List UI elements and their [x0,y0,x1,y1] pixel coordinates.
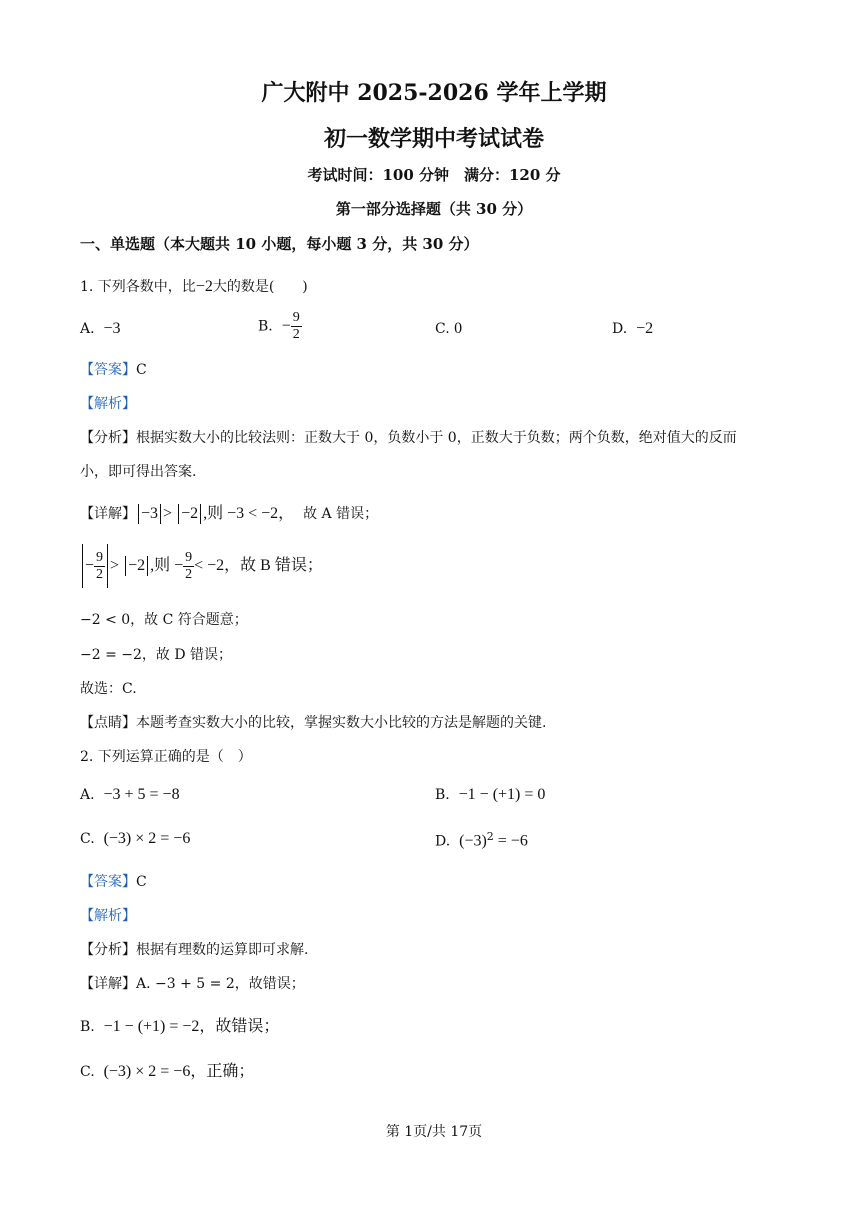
abs-bar [200,504,201,524]
q1-stem-text: 1. 下列各数中，比 [80,279,196,295]
fenxi-text: 根据有理数的运算即可求解. [136,942,309,958]
option-label: D. [612,321,628,337]
fraction [291,310,302,343]
q1-option-c [435,320,462,338]
q1-option-d [612,320,653,338]
detail-text: (−3) × 2 = −6，正确； [103,1063,255,1080]
option-label: B. [258,318,273,335]
option-value: 0 [454,320,463,337]
math-value: −2 [181,505,199,522]
q1-fenxi [80,427,737,447]
option-label: C. [435,321,450,337]
detail-text: A. −3 + 5 = 2，故错误； [136,976,305,992]
q1-fenxi-cont: 小，即可得出答案. [80,464,197,480]
answer-tag: 【答案】 [80,874,136,890]
option-value: (−3) × 2 = −6 [103,830,191,847]
q2-answer [80,871,147,891]
answer-value: C [136,874,147,890]
fraction-denominator: 2 [96,566,104,582]
q1-answer [80,359,147,379]
abs-bar [138,504,139,524]
part-heading: 第一部分选择题（共 30 分） [335,200,533,218]
dianjing-tag: 【点睛】 [80,715,136,731]
fraction-denominator: 2 [292,327,300,342]
math-op: > [163,505,177,522]
abs-bar [160,504,161,524]
q1-analysis-tag: 【解析】 [80,396,136,412]
q1-stem [80,276,308,296]
answer-value: C [136,362,147,378]
option-label: B. [435,787,450,803]
fenxi-tag: 【分析】 [80,942,136,958]
fenxi-tag: 【分析】 [80,430,136,446]
q2-fenxi [80,939,308,959]
option-value: −3 [103,320,121,337]
abs-bar [107,544,108,588]
math-value: −2 [128,557,146,574]
q2-stem: 2. 下列运算正确的是（ ） [80,749,252,765]
option-label: C. [80,831,95,847]
q1-stem-text-end: 大的数是( ) [212,279,308,295]
abs-bar [125,556,126,576]
math-text: ,则 −3 < −2， [203,505,295,522]
section-heading: 一、单选题（本大题共 10 小题，每小题 3 分，共 30 分） [80,235,479,253]
option-label: A. [80,321,95,337]
q1-detail-3: −2 < 0，故 C 符合题意； [80,612,248,628]
dianjing-text: 本题考查实数大小的比较，掌握实数大小比较的方法是解题的关键. [136,715,547,731]
option-exponent: 2 [486,830,494,843]
fraction [183,550,194,583]
option-label: A. [80,787,95,803]
fenxi-text: 根据实数大小的比较法则：正数大于 0，负数小于 0，正数大于负数；两个负数，绝对值大的反而 [136,430,737,446]
q1-option-a [80,320,121,338]
option-value: −1 − (+1) = 0 [458,786,546,803]
math-sign: − [85,557,95,574]
option-sign: − [281,317,291,335]
q1-option-b [258,310,302,343]
option-label: B. [80,1019,95,1035]
exam-title: 广大附中 2025-2026 学年上学期 [261,80,607,106]
q1-detail-5: 故选：C. [80,681,137,697]
abs-bar [82,544,83,588]
page-number: 第 1页/共 17页 [385,1124,483,1140]
q1-stem-math: −2 [195,278,213,295]
math-op: > [110,557,124,574]
fraction-numerator: 9 [96,549,104,565]
math-value: −3 [141,505,159,522]
q2-option-d [435,830,528,851]
q1-detail-4: −2 = −2，故 D 错误； [80,647,233,663]
detail-text: −1 − (+1) = −2，故错误； [103,1018,280,1035]
math-text: < −2，故 B 错误； [194,557,323,574]
option-value: −3 + 5 = −8 [103,786,180,803]
q2-detail-1 [80,973,305,993]
abs-bar [147,556,148,576]
option-value: = −6 [493,832,528,850]
answer-tag: 【答案】 [80,362,136,378]
conclusion-text: 故 A 错误； [303,506,379,522]
q1-detail-2 [80,544,323,588]
abs-bar [178,504,179,524]
q2-option-a [80,786,180,804]
q1-dianjing [80,712,546,732]
fraction [94,550,105,583]
q2-detail-2 [80,1013,279,1036]
q2-analysis-tag: 【解析】 [80,908,136,924]
q2-option-b [435,786,545,804]
option-label: C. [80,1064,95,1080]
fraction-denominator: 2 [185,566,193,582]
option-label: D. [435,833,451,850]
exam-subtitle: 初一数学期中考试试卷 [323,126,544,152]
fraction-numerator: 9 [185,549,193,565]
q1-detail-1 [80,500,378,524]
q2-option-c [80,830,190,848]
q2-detail-3 [80,1058,254,1081]
math-text: ,则 − [150,557,184,574]
option-base: (−3) [459,832,487,850]
option-value: −2 [636,320,654,337]
fraction-numerator: 9 [292,310,300,325]
xiangjie-tag: 【详解】 [80,976,136,992]
xiangjie-tag: 【详解】 [80,506,136,522]
exam-info: 考试时间：100 分钟 满分：120 分 [307,166,561,184]
